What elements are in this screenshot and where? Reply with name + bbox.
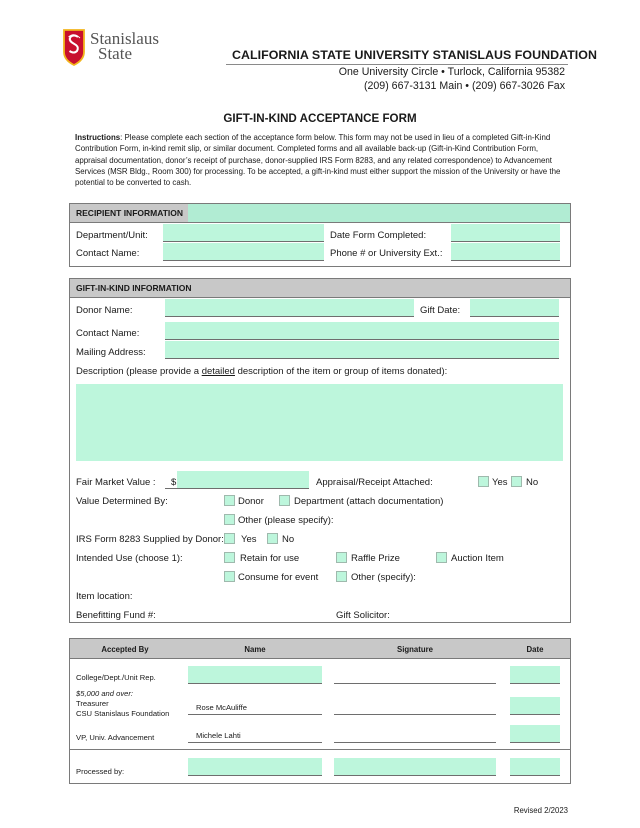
instructions xyxy=(75,132,565,188)
description-textarea[interactable] xyxy=(76,384,563,461)
auction-item-checkbox[interactable] xyxy=(436,552,447,563)
row-signature-field[interactable] xyxy=(334,697,496,715)
instructions-label: Instructions xyxy=(75,133,121,142)
irs-yes-checkbox[interactable] xyxy=(224,533,235,544)
phone-input[interactable] xyxy=(451,243,560,261)
appraisal-no-checkbox[interactable] xyxy=(511,476,522,487)
gift-header xyxy=(70,279,570,298)
recipient-header xyxy=(70,204,570,223)
irs-no-checkbox[interactable] xyxy=(267,533,278,544)
intended-other-checkbox[interactable] xyxy=(336,571,347,582)
logo-text-line1: Stanislaus xyxy=(90,29,159,48)
donor-name-input[interactable] xyxy=(165,299,414,317)
col-signature: Signature xyxy=(397,645,433,654)
fmv-field xyxy=(165,471,309,489)
row-role: Processed by: xyxy=(76,767,125,776)
logo xyxy=(60,28,170,68)
date-completed-label: Date Form Completed: xyxy=(330,230,427,241)
value-by-other-checkbox[interactable] xyxy=(224,514,235,525)
col-date: Date xyxy=(526,645,544,654)
value-by-department-checkbox[interactable] xyxy=(279,495,290,506)
consume-for-event-label: Consume for event xyxy=(238,572,319,583)
row-role-line1: Treasurer xyxy=(76,699,109,708)
irs-no-label: No xyxy=(282,534,295,545)
row-signature-field[interactable] xyxy=(334,758,496,776)
gift-contact-input[interactable] xyxy=(165,322,559,340)
irs-yes-label: Yes xyxy=(241,534,257,545)
description-emphasis: detailed xyxy=(201,366,235,377)
recipient-section xyxy=(69,203,571,267)
row-date-input[interactable] xyxy=(510,697,560,715)
org-phones: (209) 667-3131 Main • (209) 667-3026 Fax xyxy=(364,80,565,92)
fmv-label: Fair Market Value : xyxy=(76,477,156,488)
row-date-input[interactable] xyxy=(510,666,560,684)
row-role-line2: CSU Stanislaus Foundation xyxy=(76,709,170,718)
gift-date-input[interactable] xyxy=(470,299,559,317)
row-date-input[interactable] xyxy=(510,758,560,776)
appraisal-yes-checkbox[interactable] xyxy=(478,476,489,487)
auction-item-label: Auction Item xyxy=(451,553,504,564)
row-name-input[interactable] xyxy=(188,758,322,776)
gift-solicitor-label: Gift Solicitor: xyxy=(336,610,390,621)
row-signature-field[interactable] xyxy=(334,666,496,684)
contact-input[interactable] xyxy=(163,243,324,261)
gift-date-label: Gift Date: xyxy=(420,305,461,316)
consume-for-event-checkbox[interactable] xyxy=(224,571,235,582)
acceptance-header-row xyxy=(70,639,570,659)
org-name: CALIFORNIA STATE UNIVERSITY STANISLAUS FOUNDATION xyxy=(232,48,597,62)
value-by-department-label: Department (attach documentation) xyxy=(294,496,444,507)
item-location-label: Item location: xyxy=(76,591,133,602)
form-title: GIFT-IN-KIND ACCEPTANCE FORM xyxy=(223,112,417,125)
row-name-input[interactable]: Rose McAuliffe xyxy=(188,697,322,715)
col-name: Name xyxy=(244,645,266,654)
intended-use-label: Intended Use (choose 1): xyxy=(76,553,183,564)
row-signature-field[interactable] xyxy=(334,725,496,743)
row-role: VP, Univ. Advancement xyxy=(76,733,155,742)
logo-text-line2: State xyxy=(98,44,132,63)
mailing-address-label: Mailing Address: xyxy=(76,347,146,358)
donor-name-label: Donor Name: xyxy=(76,305,133,316)
appraisal-label: Appraisal/Receipt Attached: xyxy=(316,477,433,488)
instructions-text: : Please complete each section of the acceptance form below. This form may not be used in lieu of a completed Gift-in-Kind Contribution Form, in-kind remit slip, or similar document. Completed forms and all available back-up (Gift-in-Kind Contribution Form, appraisal documentation, donor’s receipt of purchase, donor-supplied IRS Form 8283, and any related correspondence) to Advancement Services (MSR Bldg., Room 300) for processing. To be accepted, a gift-in-kind must either support the mission of the University or have the potential to be converted to cash. xyxy=(75,133,561,188)
recipient-heading: RECIPIENT INFORMATION xyxy=(76,208,184,218)
irs-form-label: IRS Form 8283 Supplied by Donor: xyxy=(76,534,224,545)
shield-s-logo-icon xyxy=(62,28,86,66)
gift-section xyxy=(69,278,571,623)
mailing-address-input[interactable] xyxy=(165,341,559,359)
row-role-note: $5,000 and over: xyxy=(76,689,133,698)
appraisal-no-label: No xyxy=(526,477,539,488)
row-name-input[interactable] xyxy=(188,666,322,684)
revised-date: Revised 2/2023 xyxy=(513,806,568,815)
raffle-prize-label: Raffle Prize xyxy=(351,553,400,564)
intended-other-label: Other (specify): xyxy=(351,572,416,583)
row-name-input[interactable]: Michele Lahti xyxy=(188,725,322,743)
row-role: College/Dept./Unit Rep. xyxy=(76,673,156,682)
col-accepted-by: Accepted By xyxy=(101,645,149,654)
header-rule xyxy=(226,64,568,65)
phone-label: Phone # or University Ext.: xyxy=(330,248,443,259)
department-label: Department/Unit: xyxy=(76,230,148,241)
org-address: One University Circle • Turlock, California 95382 xyxy=(338,66,565,78)
value-by-other-label: Other (please specify): xyxy=(238,515,334,526)
retain-for-use-checkbox[interactable] xyxy=(224,552,235,563)
row-divider xyxy=(70,749,570,750)
appraisal-yes-label: Yes xyxy=(492,477,508,488)
value-by-label: Value Determined By: xyxy=(76,496,168,507)
gift-contact-label: Contact Name: xyxy=(76,328,140,339)
row-date-input[interactable] xyxy=(510,725,560,743)
value-by-donor-checkbox[interactable] xyxy=(224,495,235,506)
department-input[interactable] xyxy=(163,224,324,242)
fmv-input[interactable] xyxy=(177,471,309,488)
raffle-prize-checkbox[interactable] xyxy=(336,552,347,563)
contact-label: Contact Name: xyxy=(76,248,140,259)
retain-for-use-label: Retain for use xyxy=(240,553,300,564)
gift-heading: GIFT-IN-KIND INFORMATION xyxy=(76,283,192,293)
description-label: Description (please provide a detailed description of the item or group of items donated): xyxy=(76,366,448,377)
fmv-currency: $ xyxy=(171,477,177,488)
acceptance-table xyxy=(69,638,571,784)
value-by-donor-label: Donor xyxy=(238,496,264,507)
date-completed-input[interactable] xyxy=(451,224,560,242)
benefitting-fund-label: Benefitting Fund #: xyxy=(76,610,156,621)
